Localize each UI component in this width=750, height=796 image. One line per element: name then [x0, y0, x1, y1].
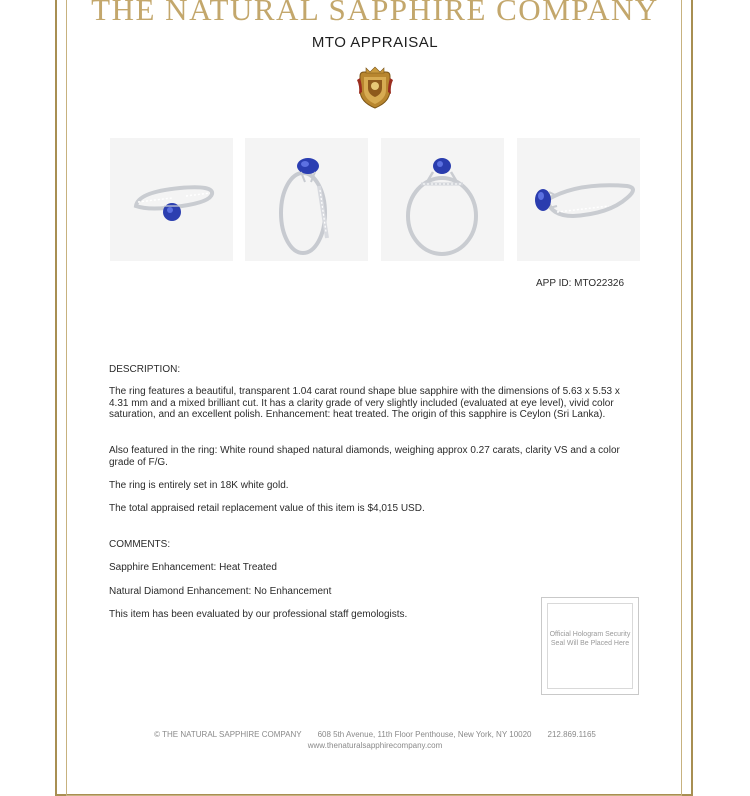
document-title: MTO APPRAISAL [311, 34, 439, 51]
comment-evaluation: This item has been evaluated by our professional staff gemologists. [109, 609, 408, 620]
footer-company: © THE NATURAL SAPPHIRE COMPANY [154, 730, 302, 739]
comment-sapphire-enhancement: Sapphire Enhancement: Heat Treated [109, 562, 277, 573]
description-paragraph-2: Also featured in the ring: White round shaped natural diamonds, weighing approx 0.27 carats, clarity VS and a color grade of F/G. [109, 445, 620, 468]
comments-heading: COMMENTS: [109, 539, 171, 550]
description-paragraph-3: The ring is entirely set in 18K white gold. [109, 480, 289, 491]
ring-top-view-image [110, 138, 233, 261]
footer-address: 608 5th Avenue, 11th Floor Penthouse, New York, NY 10020 [317, 730, 532, 739]
ring-front-view-image [381, 138, 504, 261]
hologram-seal-placeholder [541, 597, 639, 695]
seal-text: Official Hologram Security Seal Will Be Placed Here [549, 631, 631, 647]
ring-side-view-image [245, 138, 368, 261]
description-paragraph-4: The total appraised retail replacement value of this item is $4,015 USD. [109, 503, 425, 514]
footer-line [0, 730, 750, 739]
company-name: THE NATURAL SAPPHIRE COMPANY [91, 0, 659, 27]
footer-phone: 212.869.1165 [547, 730, 596, 739]
app-id: APP ID: MTO22326 [536, 278, 625, 289]
description-heading: DESCRIPTION: [109, 364, 181, 375]
description-paragraph-1: The ring features a beautiful, transparent 1.04 carat round shape blue sapphire with the dimensions of 5.63 x 5.53 x 4.31 mm and a mixed brilliant cut. It has a clarity grade of very slightly included (evaluated at eye level), vivid color saturation, and an excellent polish. Enhancement: heat treated. The origin of this sapphire is Ceylon (Sri Lanka). [109, 386, 620, 421]
footer-website[interactable]: www.thenaturalsapphirecompany.com [307, 741, 443, 750]
heraldic-crest-icon [356, 66, 394, 110]
ring-angle-view-image [517, 138, 640, 261]
comment-diamond-enhancement: Natural Diamond Enhancement: No Enhancement [109, 586, 332, 597]
